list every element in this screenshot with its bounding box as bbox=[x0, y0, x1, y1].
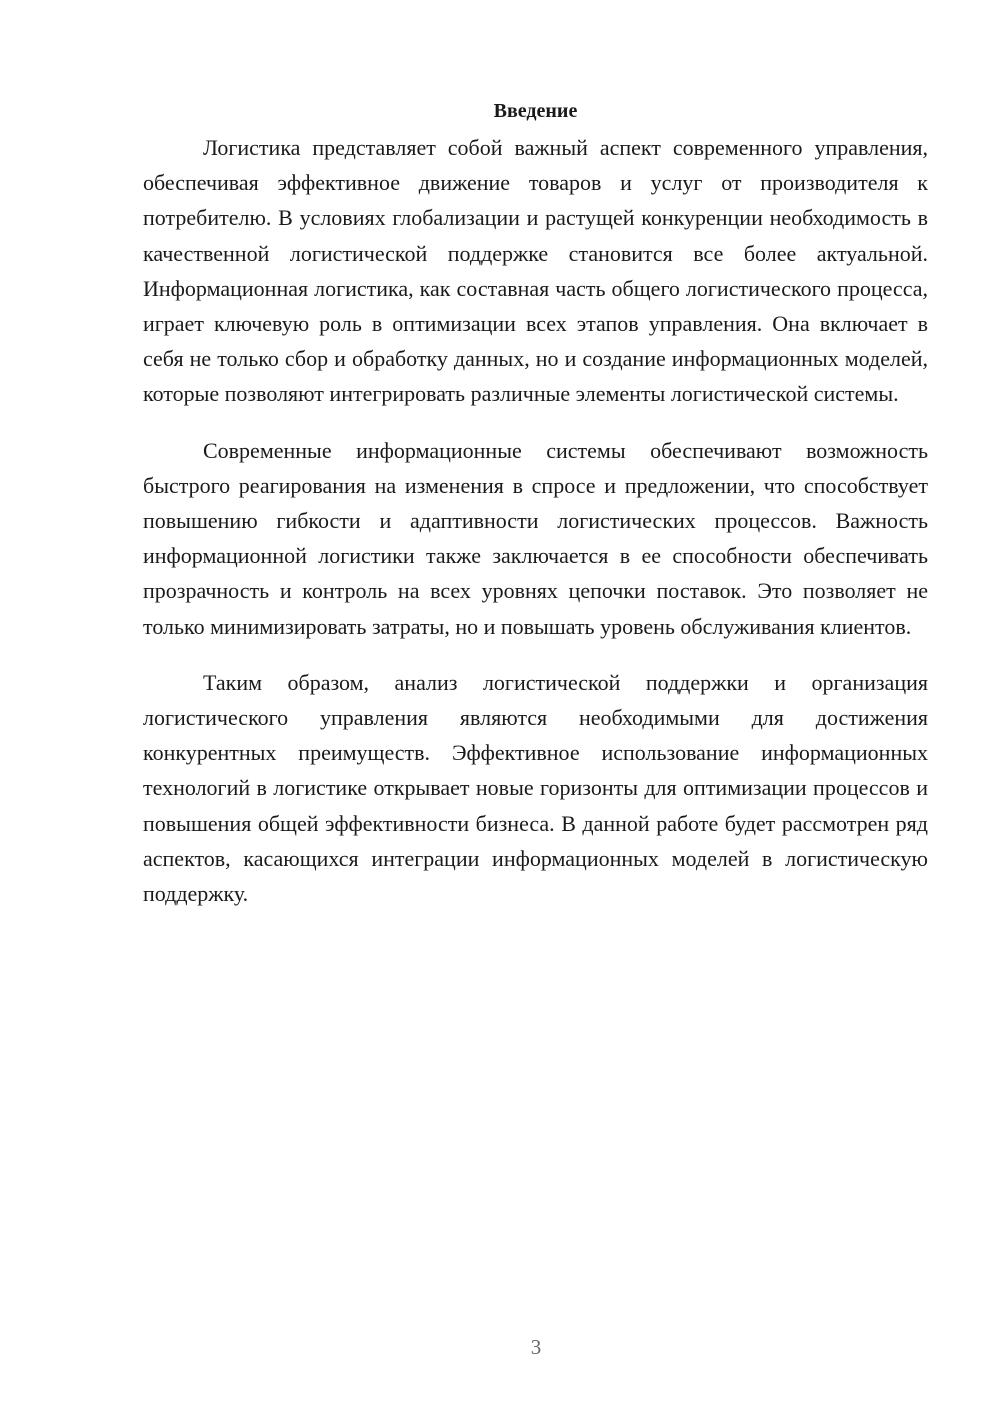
page-content bbox=[143, 96, 928, 911]
section-title: Введение bbox=[493, 100, 578, 122]
paragraph-1: Логистика представляет собой важный аспект современного управления, обеспечивая эффективное движение товаров и услуг от производителя к потребителю. В условиях глобализации и растущей конкуренции необходимость в качественной логистической поддержке становится все более актуальной. Информационная логистика, как составная часть общего логистического процесса, играет ключевую роль в оптимизации всех этапов управления. Она включает в себя не только сбор и обработку данных, но и создание информационных моделей, которые позволяют интегрировать различные элементы логистической системы. bbox=[143, 135, 928, 407]
page-number: 3 bbox=[530, 1335, 542, 1359]
paragraph-2: Современные информационные системы обеспечивают возможность быстрого реагирования на изменения в спросе и предложении, что способствует повышению гибкости и адаптивности логистических процессов. Важность информационной логистики также заключается в ее способности обеспечивать прозрачность и контроль на всех уровнях цепочки поставок. Это позволяет не только минимизировать затраты, но и повышать уровень обслуживания клиентов. bbox=[143, 437, 928, 639]
paragraph-3: Таким образом, анализ логистической поддержки и организация логистического управления являются необходимыми для достижения конкурентных преимуществ. Эффективное использование информационных технологий в логистике открывает новые горизонты для оптимизации процессов и повышения общей эффективности бизнеса. В данной работе будет рассмотрен ряд аспектов, касающихся интеграции информационных моделей в логистическую поддержку. bbox=[143, 669, 928, 907]
